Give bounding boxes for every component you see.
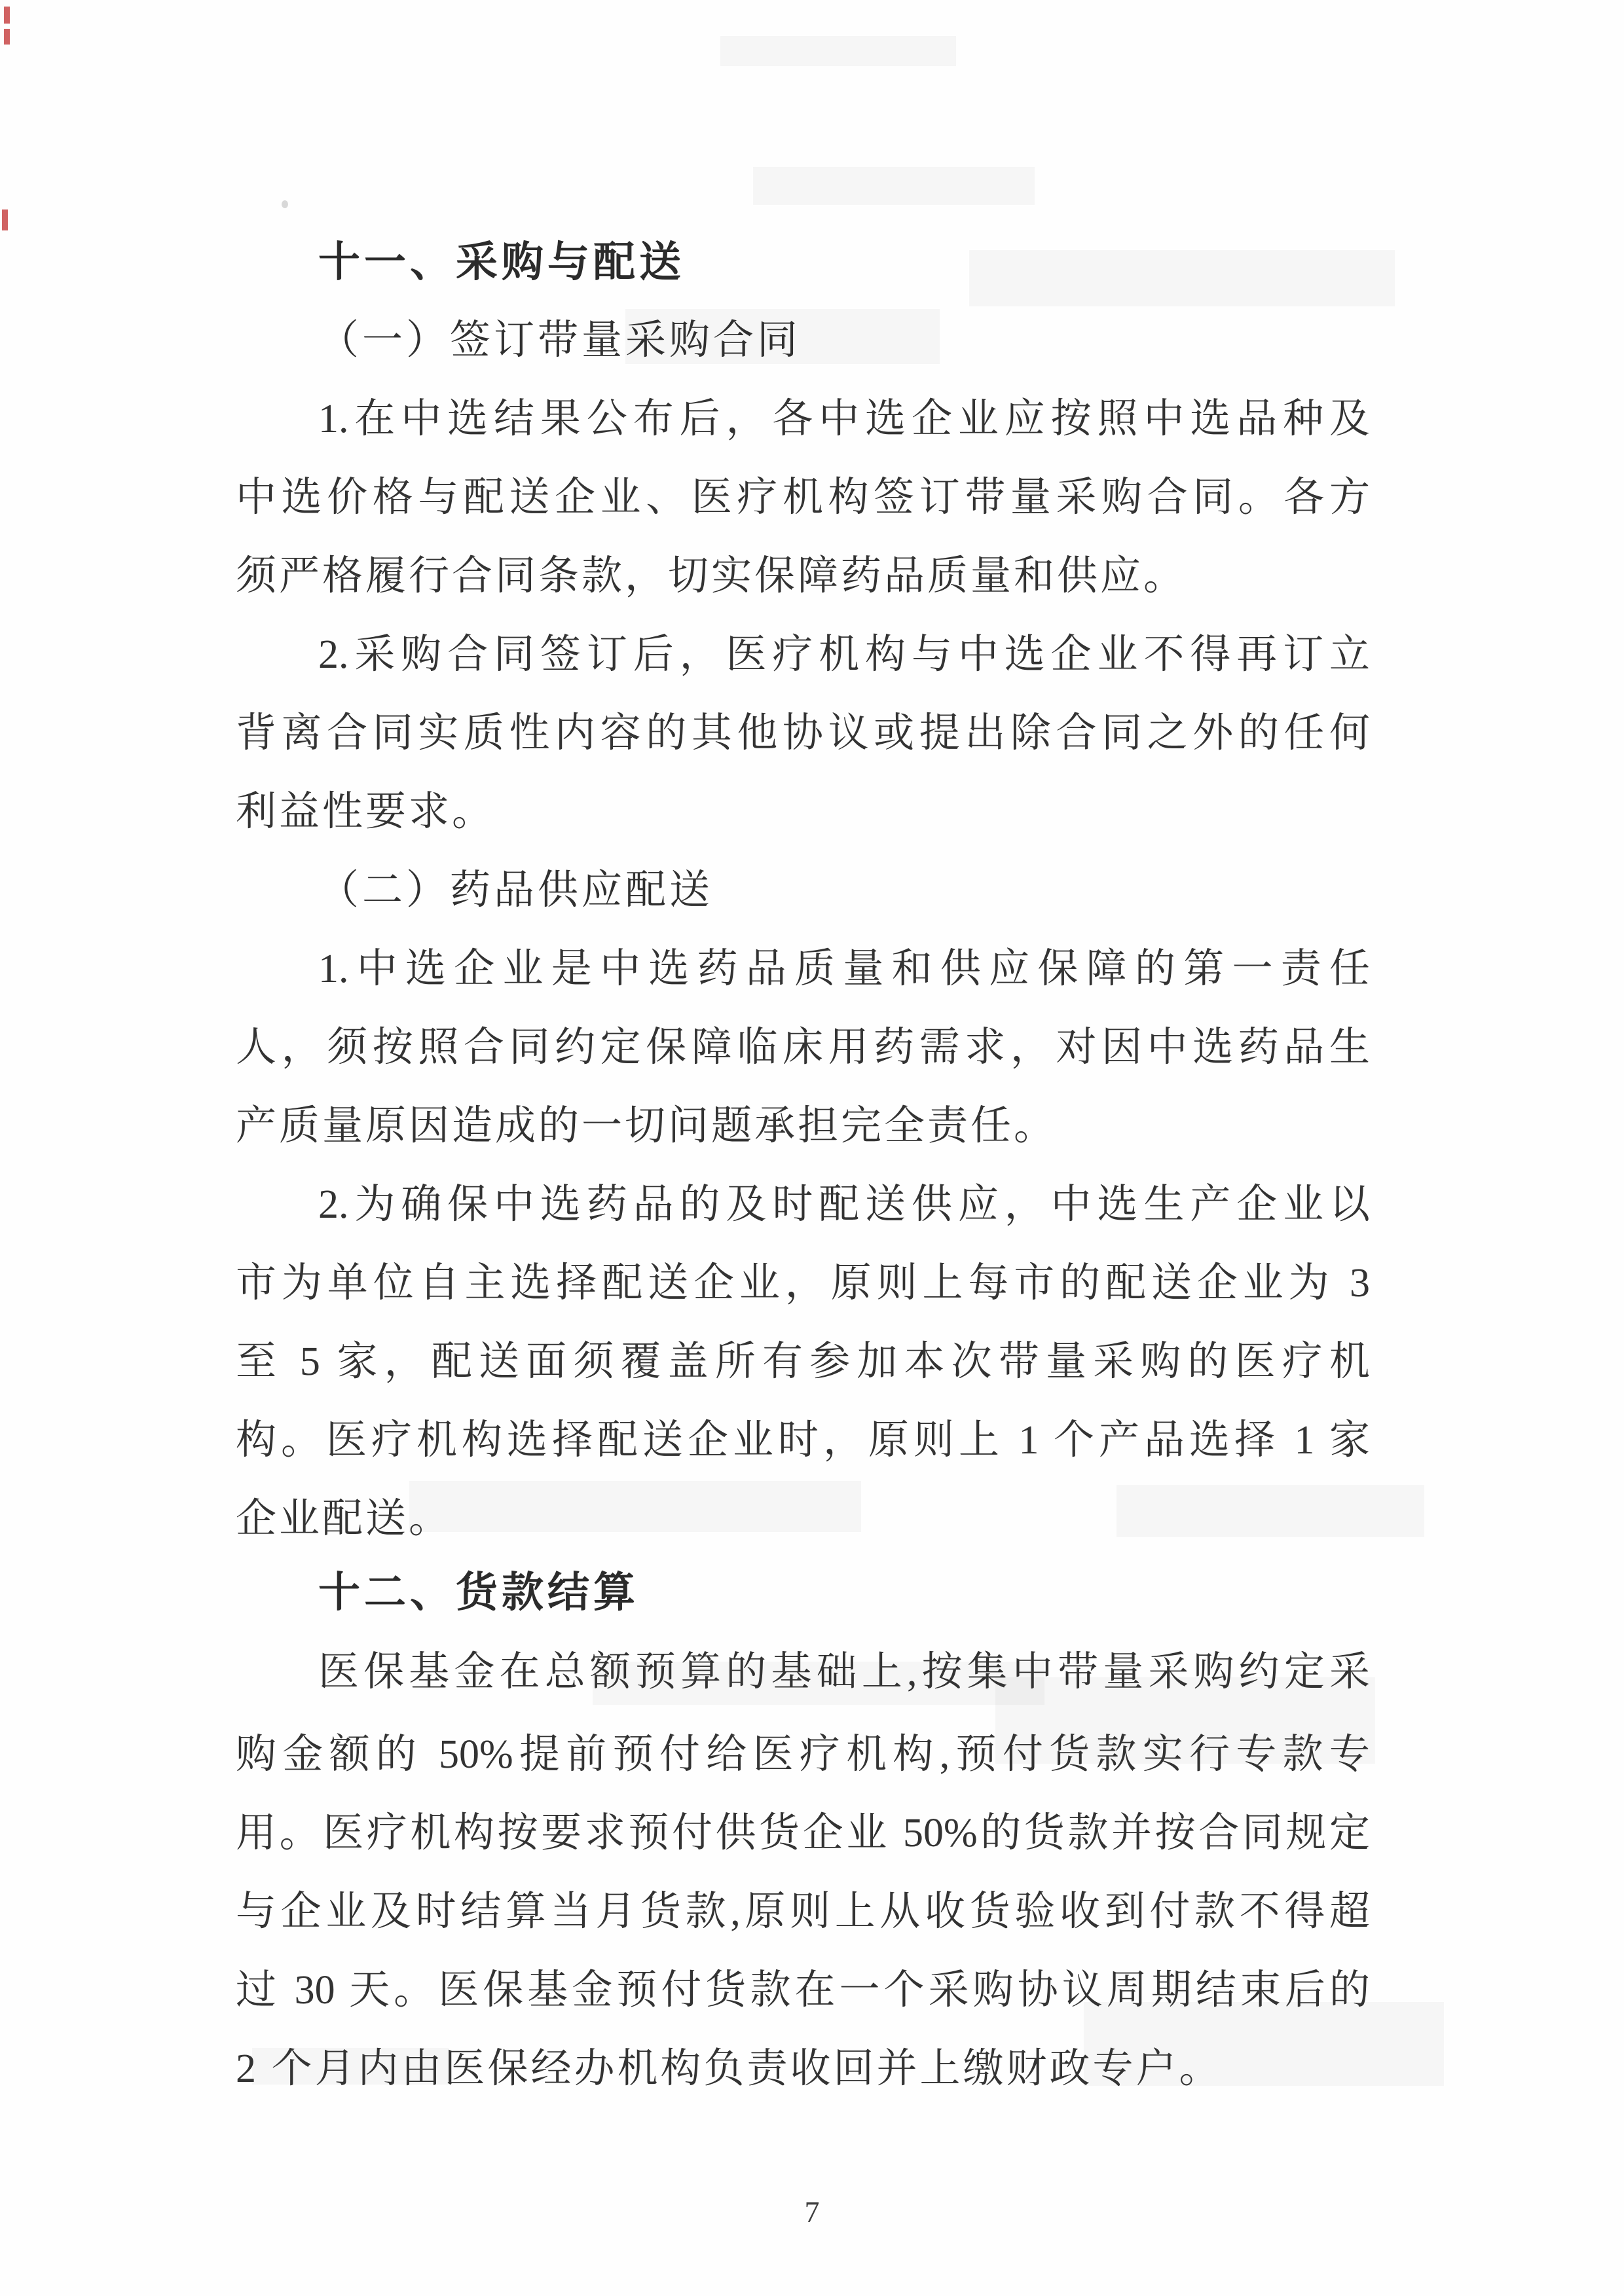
scan-speck xyxy=(282,200,288,208)
bleed-artifact xyxy=(753,167,1035,205)
page-number: 7 xyxy=(804,2195,820,2229)
doc-line: 医保基金在总额预算的基础上,按集中带量采购约定采 xyxy=(318,1650,1370,1694)
doc-line: 构。医疗机构选择配送企业时，原则上 1 个产品选择 1 家 xyxy=(236,1418,1370,1463)
doc-line: 与企业及时结算当月货款,原则上从收货验收到付款不得超 xyxy=(236,1889,1370,1934)
red-scan-mark xyxy=(2,210,8,230)
doc-line: 背离合同实质性内容的其他协议或提出除合同之外的任何 xyxy=(236,711,1370,756)
doc-line: 产质量原因造成的一切问题承担完全责任。 xyxy=(236,1104,1058,1148)
doc-line: 中选价格与配送企业、医疗机构签订带量采购合同。各方 xyxy=(236,475,1370,520)
doc-line: 至 5 家，配送面须覆盖所有参加本次带量采购的医疗机 xyxy=(236,1339,1370,1384)
doc-line: 购金额的 50%提前预付给医疗机构,预付货款实行专款专 xyxy=(236,1732,1370,1777)
doc-line: 利益性要求。 xyxy=(236,790,496,834)
doc-line: 人，须按照合同约定保障临床用药需求，对因中选药品生 xyxy=(236,1025,1370,1070)
doc-line: 1.在中选结果公布后，各中选企业应按照中选品种及 xyxy=(318,397,1370,441)
doc-line: 须严格履行合同条款，切实保障药品质量和供应。 xyxy=(236,554,1187,598)
section-11-part-2-heading: （二）药品供应配送 xyxy=(318,868,714,913)
section-11-part-1-heading: （一）签订带量采购合同 xyxy=(318,318,802,363)
doc-line: 过 30 天。医保基金预付货款在一个采购协议周期结束后的 xyxy=(236,1968,1370,2013)
doc-line: 企业配送。 xyxy=(236,1497,452,1541)
section-12-heading: 十二、货款结算 xyxy=(318,1569,639,1616)
doc-line: 市为单位自主选择配送企业，原则上每市的配送企业为 3 xyxy=(236,1261,1370,1305)
bleed-artifact xyxy=(720,36,956,66)
doc-line: 2.为确保中选药品的及时配送供应，中选生产企业以 xyxy=(318,1182,1370,1227)
doc-line: 2.采购合同签订后，医疗机构与中选企业不得再订立 xyxy=(318,632,1370,677)
doc-line: 1.中选企业是中选药品质量和供应保障的第一责任 xyxy=(318,947,1370,991)
section-11-heading: 十一、采购与配送 xyxy=(318,239,685,285)
red-scan-mark xyxy=(4,7,10,24)
doc-line: 用。医疗机构按要求预付供货企业 50%的货款并按合同规定 xyxy=(236,1811,1370,1855)
doc-line: 2 个月内由医保经办机构负责收回并上缴财政专户。 xyxy=(236,2047,1223,2091)
red-scan-mark xyxy=(4,29,10,45)
